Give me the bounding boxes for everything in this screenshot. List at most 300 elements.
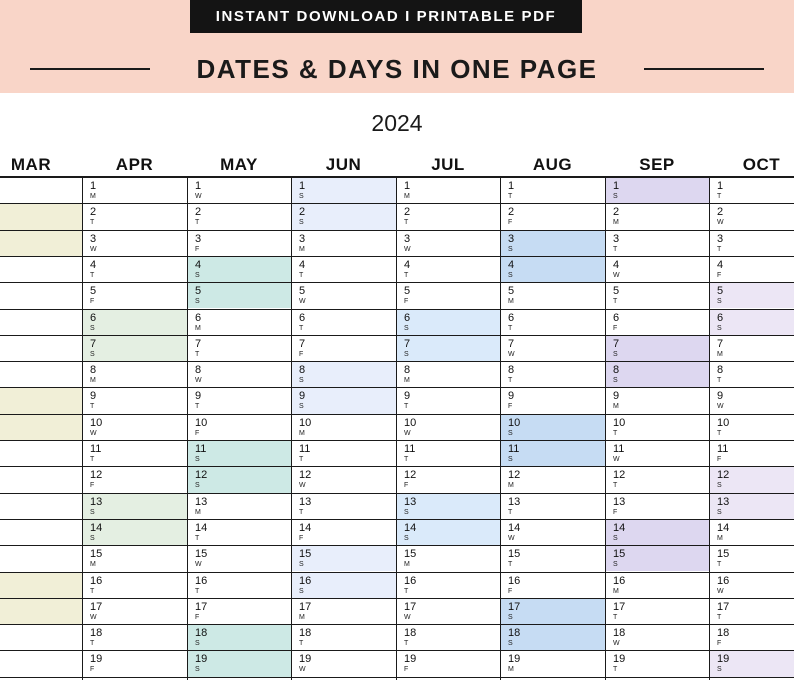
- day-number: 3: [299, 232, 306, 245]
- weekday-letter: M: [299, 613, 306, 621]
- day-cell: [195, 601, 255, 622]
- weekday-letter: S: [404, 324, 409, 332]
- day-cell: [299, 653, 359, 674]
- row-divider: [0, 203, 794, 204]
- day-number: 12: [90, 469, 103, 482]
- day-cell: [508, 627, 568, 648]
- day-cell: [717, 364, 777, 385]
- day-number: 8: [404, 364, 411, 377]
- weekday-letter: F: [404, 298, 409, 306]
- weekday-letter: S: [195, 298, 200, 306]
- day-cell: [717, 417, 777, 438]
- headline-rule-right: [644, 68, 764, 70]
- day-cell: [195, 233, 255, 254]
- day-number: 15: [613, 548, 626, 561]
- day-number: 7: [508, 337, 515, 350]
- weekday-letter: S: [717, 666, 722, 674]
- weekday-letter: T: [404, 456, 409, 463]
- day-cell: [508, 469, 568, 490]
- headline-rule-left: [30, 68, 150, 70]
- weekday-letter: F: [195, 613, 200, 621]
- weekday-letter: S: [404, 350, 409, 358]
- day-cell: [404, 469, 464, 490]
- weekday-letter: F: [90, 298, 95, 306]
- day-number: 9: [508, 390, 515, 403]
- day-number: 18: [90, 627, 103, 640]
- weekday-letter: F: [717, 640, 722, 648]
- day-number: 1: [717, 180, 724, 192]
- weekday-letter: T: [195, 350, 200, 358]
- day-cell: [404, 496, 464, 517]
- day-number: 6: [299, 311, 306, 324]
- day-cell: [195, 653, 255, 674]
- weekday-letter: T: [404, 219, 409, 227]
- day-cell: [90, 417, 150, 438]
- day-cell: [90, 443, 150, 464]
- weekday-letter: T: [717, 377, 722, 385]
- day-cell: [299, 522, 359, 543]
- row-divider: [0, 677, 794, 678]
- weekday-letter: T: [299, 640, 304, 648]
- day-number: 1: [299, 180, 306, 192]
- day-cell: [90, 180, 150, 201]
- day-cell: [299, 259, 359, 280]
- weekday-letter: W: [508, 534, 515, 542]
- day-cell: [299, 601, 359, 622]
- day-number: 18: [717, 627, 730, 640]
- weekday-letter: M: [613, 403, 620, 411]
- weekday-letter: T: [299, 271, 304, 279]
- weekday-letter: W: [613, 640, 620, 648]
- day-number: 11: [717, 443, 729, 455]
- weekday-letter: T: [404, 271, 409, 279]
- day-cell: [404, 575, 464, 596]
- weekday-letter: T: [717, 245, 722, 253]
- day-cell: [508, 180, 568, 201]
- day-cell: [717, 259, 777, 280]
- day-number: 4: [195, 258, 202, 271]
- day-cell: [717, 338, 777, 359]
- day-number: 8: [613, 364, 620, 377]
- day-number: 6: [90, 311, 97, 324]
- day-number: 19: [299, 653, 312, 666]
- day-number: 11: [299, 443, 311, 455]
- weekday-letter: W: [195, 377, 202, 385]
- day-number: 19: [404, 653, 417, 666]
- day-number: 4: [404, 258, 411, 271]
- weekday-letter: M: [508, 298, 515, 306]
- weekday-letter: S: [299, 219, 304, 227]
- weekday-letter: T: [613, 666, 618, 674]
- weekday-letter: T: [90, 587, 95, 595]
- day-number: 2: [195, 206, 202, 219]
- instant-download-badge: INSTANT DOWNLOAD I PRINTABLE PDF: [190, 0, 582, 33]
- day-cell: [508, 233, 568, 254]
- weekday-letter: S: [299, 403, 304, 411]
- weekday-letter: S: [90, 534, 95, 542]
- weekday-letter: W: [195, 561, 202, 569]
- weekday-letter: W: [299, 482, 306, 490]
- day-cell: [613, 496, 673, 517]
- day-cell: [613, 575, 673, 596]
- day-cell: [613, 390, 673, 411]
- month-header-sep: SEP: [639, 155, 675, 174]
- day-cell: [90, 259, 150, 280]
- weekday-letter: W: [299, 666, 306, 674]
- column-divider: [709, 177, 710, 680]
- row-divider: [0, 598, 794, 599]
- month-header-jun: JUN: [325, 155, 362, 174]
- day-number: 15: [508, 548, 521, 561]
- weekday-letter: M: [404, 377, 411, 385]
- weekday-letter: S: [613, 534, 618, 542]
- day-cell: [299, 206, 359, 227]
- day-number: 3: [508, 232, 515, 245]
- weekday-letter: S: [299, 587, 304, 595]
- weekday-letter: T: [613, 298, 618, 306]
- weekday-letter: S: [717, 508, 722, 516]
- day-number: 15: [90, 548, 103, 561]
- day-cell: [508, 338, 568, 359]
- weekday-letter: F: [508, 403, 513, 411]
- weekday-letter: W: [717, 587, 724, 595]
- weekday-letter: F: [717, 456, 722, 463]
- day-cell: [90, 233, 150, 254]
- column-divider: [396, 177, 397, 680]
- day-cell: [299, 390, 359, 411]
- day-cell: [613, 469, 673, 490]
- day-cell: [508, 390, 568, 411]
- day-cell: [299, 496, 359, 517]
- day-cell: [195, 364, 255, 385]
- day-cell: [195, 338, 255, 359]
- column-divider: [291, 177, 292, 680]
- day-number: 19: [508, 653, 521, 666]
- day-number: 15: [195, 548, 208, 561]
- day-cell: [299, 575, 359, 596]
- day-number: 15: [717, 548, 730, 561]
- month-header-oct: OCT: [742, 155, 781, 174]
- day-cell: [508, 653, 568, 674]
- day-number: 6: [195, 311, 202, 324]
- day-number: 1: [613, 180, 620, 192]
- day-number: 2: [717, 206, 724, 219]
- day-cell: [508, 259, 568, 280]
- day-number: 15: [299, 548, 312, 561]
- day-cell: [508, 312, 568, 333]
- day-cell: [613, 417, 673, 438]
- day-cell: [508, 417, 568, 438]
- weekday-letter: M: [195, 324, 202, 332]
- header-banner: [0, 0, 794, 93]
- day-number: 13: [195, 495, 208, 508]
- weekday-letter: M: [717, 534, 724, 542]
- day-cell: [717, 206, 777, 227]
- weekend-highlight: [0, 599, 82, 624]
- day-cell: [90, 364, 150, 385]
- day-cell: [299, 627, 359, 648]
- day-cell: [508, 548, 568, 569]
- day-number: 13: [404, 495, 417, 508]
- day-cell: [195, 469, 255, 490]
- day-cell: [613, 364, 673, 385]
- day-number: 14: [508, 521, 521, 534]
- day-number: 6: [508, 311, 515, 324]
- day-cell: [717, 312, 777, 333]
- day-number: 18: [508, 627, 521, 640]
- row-divider: [0, 230, 794, 231]
- day-number: 12: [404, 469, 417, 482]
- day-number: 17: [90, 600, 103, 613]
- day-cell: [299, 443, 359, 464]
- day-number: 12: [613, 469, 626, 482]
- day-number: 18: [613, 627, 626, 640]
- weekday-letter: F: [717, 271, 722, 279]
- day-number: 18: [195, 627, 208, 640]
- day-number: 1: [195, 180, 202, 192]
- weekday-letter: F: [299, 350, 304, 358]
- day-cell: [195, 390, 255, 411]
- weekday-letter: T: [404, 403, 409, 411]
- day-cell: [717, 653, 777, 674]
- day-cell: [90, 285, 150, 306]
- day-number: 5: [717, 285, 724, 298]
- weekday-letter: T: [299, 456, 304, 463]
- weekday-letter: T: [508, 561, 513, 569]
- weekday-letter: T: [717, 429, 722, 437]
- weekday-letter: S: [508, 429, 513, 437]
- day-cell: [90, 496, 150, 517]
- day-cell: [299, 469, 359, 490]
- day-number: 9: [613, 390, 620, 403]
- day-cell: [404, 259, 464, 280]
- weekday-letter: M: [299, 429, 306, 437]
- weekday-letter: T: [195, 219, 200, 227]
- day-number: 9: [717, 390, 724, 403]
- weekday-letter: T: [508, 508, 513, 516]
- day-cell: [613, 180, 673, 201]
- weekday-letter: M: [508, 482, 515, 490]
- day-cell: [195, 417, 255, 438]
- day-number: 6: [717, 311, 724, 324]
- weekday-letter: T: [195, 587, 200, 595]
- day-number: 5: [195, 285, 202, 298]
- day-cell: [613, 627, 673, 648]
- day-number: 5: [90, 285, 97, 298]
- weekday-letter: T: [613, 245, 618, 253]
- day-number: 6: [613, 311, 620, 324]
- weekday-letter: W: [404, 429, 411, 437]
- weekday-letter: S: [90, 350, 95, 358]
- day-number: 14: [299, 521, 312, 534]
- day-cell: [508, 443, 568, 464]
- day-cell: [404, 627, 464, 648]
- day-cell: [404, 417, 464, 438]
- weekday-letter: S: [299, 377, 304, 385]
- weekday-letter: S: [195, 482, 200, 490]
- day-number: 11: [508, 443, 520, 455]
- day-number: 7: [90, 337, 97, 350]
- day-number: 5: [299, 285, 306, 298]
- day-number: 11: [613, 443, 625, 455]
- weekday-letter: T: [613, 613, 618, 621]
- day-number: 8: [508, 364, 515, 377]
- weekday-letter: W: [299, 298, 306, 306]
- day-number: 10: [508, 416, 521, 429]
- row-divider: [0, 624, 794, 625]
- day-cell: [195, 522, 255, 543]
- day-cell: [299, 312, 359, 333]
- day-number: 2: [90, 206, 97, 219]
- weekday-letter: M: [508, 666, 515, 674]
- day-cell: [90, 575, 150, 596]
- day-cell: [717, 180, 777, 201]
- day-number: 17: [508, 600, 521, 613]
- day-number: 3: [195, 232, 202, 245]
- day-number: 1: [90, 180, 97, 192]
- weekday-letter: F: [613, 508, 618, 516]
- weekday-letter: S: [717, 298, 722, 306]
- weekday-letter: F: [299, 534, 304, 542]
- day-number: 18: [404, 627, 417, 640]
- day-number: 3: [404, 232, 411, 245]
- day-number: 10: [613, 416, 626, 429]
- weekday-letter: S: [195, 456, 200, 463]
- day-cell: [195, 312, 255, 333]
- weekday-letter: W: [90, 429, 97, 437]
- weekday-letter: M: [717, 350, 724, 358]
- weekday-letter: T: [90, 640, 95, 648]
- weekday-letter: T: [508, 324, 513, 332]
- day-cell: [508, 364, 568, 385]
- weekday-letter: S: [613, 561, 618, 569]
- day-number: 3: [717, 232, 724, 245]
- day-cell: [90, 390, 150, 411]
- weekday-letter: W: [717, 219, 724, 227]
- day-number: 9: [195, 390, 202, 403]
- day-number: 7: [195, 337, 202, 350]
- day-cell: [613, 653, 673, 674]
- weekday-letter: T: [195, 403, 200, 411]
- weekday-letter: M: [299, 245, 306, 253]
- day-number: 16: [717, 574, 730, 587]
- day-number: 19: [90, 653, 103, 666]
- weekday-letter: S: [508, 456, 513, 463]
- day-number: 4: [717, 258, 724, 271]
- day-number: 7: [299, 337, 306, 350]
- weekday-letter: M: [90, 377, 97, 385]
- day-cell: [404, 548, 464, 569]
- weekday-letter: S: [195, 271, 200, 279]
- day-number: 7: [613, 337, 620, 350]
- day-cell: [613, 259, 673, 280]
- day-cell: [404, 312, 464, 333]
- day-cell: [299, 338, 359, 359]
- day-cell: [717, 469, 777, 490]
- weekday-letter: S: [613, 350, 618, 358]
- day-number: 16: [195, 574, 208, 587]
- weekend-highlight: [0, 204, 82, 229]
- day-number: 8: [299, 364, 306, 377]
- day-cell: [299, 417, 359, 438]
- headline: DATES & DAYS IN ONE PAGE: [196, 53, 598, 84]
- weekday-letter: S: [717, 482, 722, 490]
- weekday-letter: T: [613, 482, 618, 490]
- column-divider: [187, 177, 188, 680]
- day-cell: [90, 601, 150, 622]
- weekday-letter: T: [90, 403, 95, 411]
- weekday-letter: F: [195, 245, 200, 253]
- day-number: 10: [90, 416, 103, 429]
- day-number: 12: [717, 469, 730, 482]
- day-number: 14: [717, 521, 730, 534]
- day-number: 4: [90, 258, 97, 271]
- day-number: 9: [90, 390, 97, 403]
- weekend-highlight: [0, 231, 82, 256]
- weekday-letter: S: [90, 324, 95, 332]
- row-divider: [0, 414, 794, 415]
- column-divider: [82, 177, 83, 680]
- day-cell: [717, 443, 777, 464]
- day-cell: [717, 390, 777, 411]
- day-cell: [195, 443, 255, 464]
- weekday-letter: T: [299, 508, 304, 516]
- day-cell: [613, 338, 673, 359]
- day-cell: [613, 548, 673, 569]
- weekday-letter: W: [195, 193, 202, 200]
- weekday-letter: F: [404, 482, 409, 490]
- weekday-letter: T: [613, 429, 618, 437]
- day-cell: [404, 653, 464, 674]
- weekday-letter: T: [299, 324, 304, 332]
- day-cell: [613, 522, 673, 543]
- weekday-letter: M: [90, 193, 97, 200]
- weekday-letter: S: [299, 561, 304, 569]
- day-number: 3: [90, 232, 97, 245]
- day-number: 6: [404, 311, 411, 324]
- day-number: 8: [90, 364, 97, 377]
- day-number: 9: [299, 390, 306, 403]
- day-number: 17: [613, 600, 626, 613]
- row-divider: [0, 440, 794, 441]
- column-divider: [605, 177, 606, 680]
- day-cell: [613, 206, 673, 227]
- day-cell: [195, 496, 255, 517]
- day-number: 17: [404, 600, 417, 613]
- row-divider: [0, 282, 794, 283]
- day-cell: [90, 548, 150, 569]
- day-cell: [717, 233, 777, 254]
- day-cell: [90, 627, 150, 648]
- weekday-letter: S: [195, 640, 200, 648]
- weekday-letter: S: [404, 534, 409, 542]
- weekday-letter: W: [90, 245, 97, 253]
- weekday-letter: W: [613, 271, 620, 279]
- day-cell: [717, 548, 777, 569]
- row-divider: [0, 256, 794, 257]
- day-cell: [613, 601, 673, 622]
- day-number: 8: [195, 364, 202, 377]
- month-header-mar: MAR: [10, 155, 52, 174]
- day-number: 1: [404, 180, 411, 192]
- day-cell: [90, 312, 150, 333]
- day-cell: [299, 285, 359, 306]
- weekday-letter: S: [508, 613, 513, 621]
- weekday-letter: S: [195, 666, 200, 674]
- day-cell: [508, 206, 568, 227]
- weekday-letter: S: [717, 324, 722, 332]
- weekday-letter: S: [404, 508, 409, 516]
